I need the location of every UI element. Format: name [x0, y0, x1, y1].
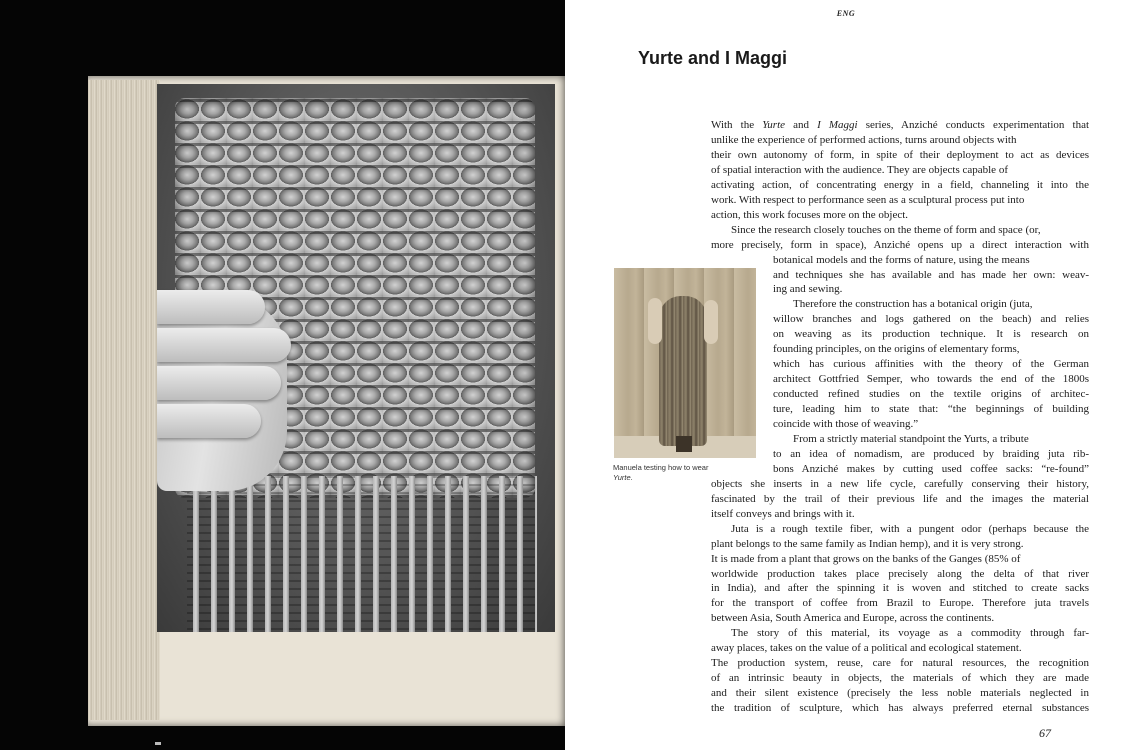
body-line: between Asia, South America and Europe, across the continents.	[711, 612, 995, 625]
body-line: and techniques she has available and has made her own: weav-	[773, 268, 1089, 281]
body-line: plant belongs to the same family as Indian hemp), and it is very strong.	[711, 537, 1024, 550]
body-line: From a strictly material standpoint the Yurts, a tribute	[793, 432, 1029, 445]
body-line: The production system, reuse, care for natural resources, the recognition	[711, 657, 1089, 670]
body-line: It is made from a plant that grows on the banks of the Ganges (85% of	[711, 552, 1021, 565]
italic-title: I Maggi	[817, 119, 858, 131]
body-line: fascinated by the trail of their previous life and the images the material	[711, 492, 1089, 505]
book-page-edges	[88, 80, 160, 720]
body-line: which has curious affinities with the theory of the German	[773, 358, 1089, 371]
body-line: Juta is a rough textile fiber, with a pungent odor (perhaps because the	[731, 522, 1089, 535]
body-line: the tradition of sculpture, which has always preferred eternal substances	[711, 702, 1089, 715]
body-line: botanical models and the forms of nature, using the means	[773, 253, 1030, 266]
woven-jute-photo	[157, 84, 555, 632]
body-line: The story of this material, its voyage as a commodity through far-	[731, 627, 1089, 640]
page-mark	[155, 742, 161, 745]
italic-title: Yurte	[762, 119, 786, 131]
caption-suffix: .	[630, 473, 633, 482]
body-line: With the Yurte and I Maggi series, Anziché conducts experimentation that	[711, 119, 1090, 131]
body-line: and their silent existence (precisely the less noble materials neglected in	[711, 687, 1089, 700]
body-line: of spatial interaction with the audience. They are objects capable of	[711, 163, 1008, 176]
figure-photo	[614, 268, 756, 458]
page-title: Yurte and I Maggi	[638, 48, 788, 68]
body-line: for the transport of coffee from Brazil to Europe. Therefore juta travels	[711, 597, 1089, 610]
figure-arm-left	[648, 298, 662, 344]
body-line: Since the research closely touches on the theme of form and space (or,	[731, 223, 1041, 236]
finger-3	[157, 366, 281, 400]
body-line: worldwide production takes place precisely along the delta of that river	[711, 567, 1089, 580]
body-line: willow branches and logs gathered on the beach) and relies	[773, 313, 1089, 326]
body-line: architect Gottfried Semper, who towards the end of the 1800s	[773, 373, 1089, 386]
body-line: unlike the experience of performed actions, turns around objects with	[711, 133, 1017, 146]
language-label: ENG	[836, 9, 856, 18]
body-line: objects she inserts in a new life cycle, carefully conserving their history,	[711, 477, 1089, 490]
finger-2	[157, 328, 291, 362]
body-line: conducted refined studies on the textile origins of architec-	[773, 388, 1089, 401]
body-line: founding principles, on the origins of elementary forms,	[773, 343, 1020, 356]
figure-caption	[613, 463, 713, 483]
finger-1	[157, 290, 265, 324]
body-line: ing and sewing.	[773, 283, 843, 296]
body-line: their own autonomy of form, in spite of their deployment to act as devices	[711, 148, 1089, 161]
body-line: Therefore the construction has a botanical origin (juta,	[793, 298, 1033, 311]
body-line: on weaving as its production technique. It is research on	[773, 328, 1089, 341]
body-line: away places, takes on the value of a political and ecological statement.	[711, 642, 1022, 655]
body-line: work. With respect to performance seen as a sculptural process put into	[711, 193, 1025, 206]
caption-italic: Yurte	[613, 473, 631, 482]
braided-fringe	[187, 476, 537, 632]
body-line: ture, leading him to state that: “the beginnings of building	[773, 403, 1089, 416]
body-line: bons Anziché makes by cutting used coffee sacks: “re-found”	[773, 462, 1089, 475]
page-number: 67	[1039, 726, 1051, 740]
body-line: activating action, of concentrating energy in a field, channeling it into the	[711, 178, 1089, 191]
body-line: to an idea of nomadism, are produced by braiding juta rib-	[773, 447, 1089, 460]
body-line: in India), and after the spinning it is woven and stitched to create sacks	[711, 582, 1089, 595]
body-line: coincide with those of weaving.”	[773, 418, 919, 430]
figure-person-wearing-yurte	[659, 296, 707, 446]
finger-4	[157, 404, 261, 438]
text-page	[565, 0, 1127, 750]
figure-arm-right	[704, 300, 718, 344]
body-line: action, this work focuses more on the object.	[711, 208, 909, 221]
caption-text: Manuela testing how to wear	[613, 463, 709, 472]
body-line: itself conveys and brings with it.	[711, 507, 855, 520]
body-line: more precisely, form in space), Anziché opens up a direct interaction with	[711, 238, 1089, 251]
figure-legs	[676, 436, 692, 452]
body-line: of an intrinsic beauty in objects, the materials of which they are made	[711, 672, 1089, 685]
